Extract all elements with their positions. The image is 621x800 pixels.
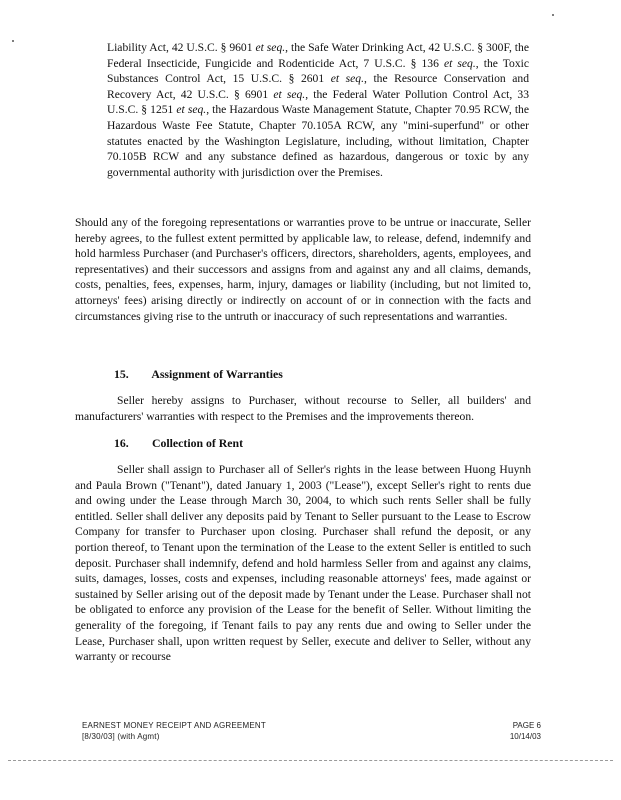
section-15-text: Seller hereby assigns to Purchaser, without recourse to Seller, all builders' and manufacturers' warranties with respect to the Premises and the improvements thereon. <box>75 394 531 423</box>
scan-speck <box>552 14 554 16</box>
statute-list-block: Liability Act, 42 U.S.C. § 9601 et seq., the Safe Water Drinking Act, 42 U.S.C. § 300F, the Federal Insecticide, Fungicide and Rodenticide Act, 7 U.S.C. § 136 et seq., the Toxic Substances Control Act, 15 U.S.C. § 2601 et seq., the Resource Conservation and Recovery Act, 42 U.S.C. § 6901 et seq., the Federal Water Pollution Control Act, 33 U.S.C. § 1251 et seq., the Hazardous Waste Management Statute, Chapter 70.95 RCW, the Hazardous Waste Fee Statute, Chapter 70.105A RCW, any "mini-superfund" or other statutes enacted by the Washington Legislature, including, without limitation, Chapter 70.105B RCW and any substance defined as hazardous, dangerous or toxic by any governmental authority with jurisdiction over the Premises. <box>107 41 529 179</box>
indemnity-paragraph <box>75 215 531 324</box>
footer-document-title: EARNEST MONEY RECEIPT AND AGREEMENT <box>82 721 266 730</box>
section-16-body <box>75 462 531 665</box>
footer-left <box>82 720 266 742</box>
section-15-body <box>75 393 531 424</box>
section-16-heading <box>114 436 243 451</box>
footer-document-version: [8/30/03] (with Agmt) <box>82 732 160 741</box>
section-15-number: 15. <box>114 367 129 381</box>
section-16-number: 16. <box>114 436 129 450</box>
section-16-title: Collection of Rent <box>151 436 244 450</box>
footer-page-number: PAGE 6 <box>512 721 541 730</box>
indemnity-text: Should any of the foregoing representations or warranties prove to be untrue or inaccurate, Seller hereby agrees, to the fullest extent permitted by applicable law, to release, defend, indemnify and hold harmless Purchaser (and Purchaser's officers, directors, shareholders, agents, employees, and representatives) and their successors and assigns from and against any and all claims, demands, costs, penalties, fees, expenses, harm, injury, damages or liability (including, but not limited to, attorneys' fees) arising directly or indirectly on account of or in connection with the facts and circumstances giving rise to the untruth or inaccuracy of such representations and warranties. <box>75 216 531 323</box>
section-15-heading <box>114 367 283 382</box>
scan-speck <box>12 40 14 42</box>
footer-right <box>510 720 541 742</box>
section-15-title: Assignment of Warranties <box>151 367 283 381</box>
section-16-text: Seller shall assign to Purchaser all of Seller's rights in the lease between Huong Huynh and Paula Brown ("Tenant"), dated January 1, 2003 ("Lease"), except Seller's right to rents due and owing under the Lease through March 30, 2004, to which such rents Seller shall be fully entitled. Seller shall deliver any deposits paid by Tenant to Seller pursuant to the Lease to Escrow Company for transfer to Purchaser upon closing. Purchaser shall refund the deposit, or any portion thereof, to Tenant upon the termination of the Lease to the extent Seller is entitled to such deposit. Purchaser shall indemnify, defend and hold harmless Seller from and against any claims, suits, damages, losses, costs and expenses, including reasonable attorneys' fees, made against or sustained by Seller arising out of the deposit made by Tenant under the Lease. Purchaser shall not be obligated to enforce any provision of the Lease for the benefit of Seller. Without limiting the generality of the foregoing, if Tenant fails to pay any rents due and owing to Seller under the Lease, Purchaser shall, upon written request by Seller, execute and deliver to Seller, without any warranty or recourse <box>75 463 531 664</box>
footer-divider <box>8 760 613 761</box>
footer-date: 10/14/03 <box>509 732 541 741</box>
